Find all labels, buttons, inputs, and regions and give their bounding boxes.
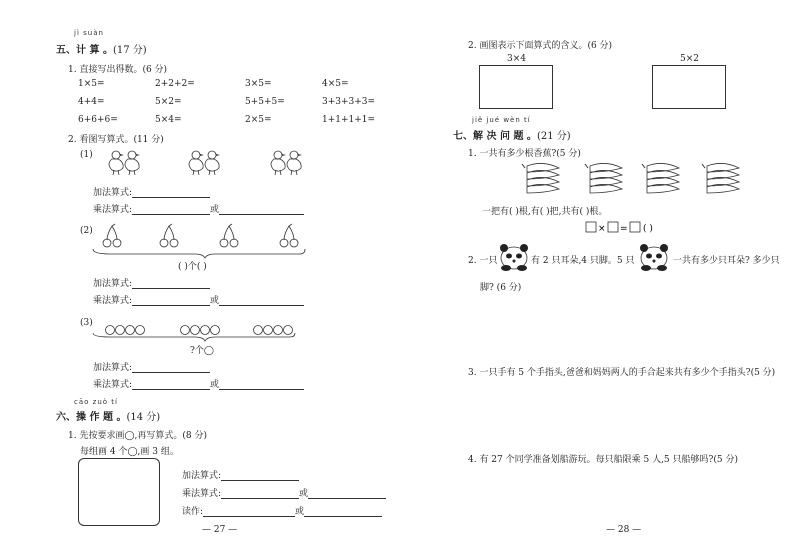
q1-title: 1. 直接写出得数。(6 分): [68, 65, 168, 75]
or-text: 或: [210, 380, 220, 390]
or-text: 或: [210, 205, 220, 215]
or-text: 或: [295, 507, 305, 517]
s6q1-title: 1. 先按要求画◯,再写算式。(8 分): [68, 431, 207, 441]
mul-label: 乘法算式:: [182, 489, 222, 499]
panda-icon: [500, 244, 528, 271]
mul-label: 乘法算式:: [93, 205, 133, 215]
r-q1-fill: 一把有( )根,有( )把,共有( )根。: [482, 207, 608, 217]
page-number-left: — 27 —: [202, 525, 238, 535]
mul-label: 乘法算式:: [93, 296, 133, 306]
r-q4-title: 4. 有 27 个同学准备划船游玩。每只船限乘 5 人,5 只船够吗?(5 分): [468, 455, 738, 465]
sub2-label: (2): [80, 226, 93, 236]
section6-title: 六、操 作 题 。(14 分): [56, 412, 161, 423]
section6-pinyin: cāo zuò tí: [74, 398, 118, 406]
or-text: 或: [299, 489, 309, 499]
calc-item[interactable]: 5×2=: [155, 97, 182, 107]
calc-item[interactable]: 2×5=: [245, 115, 272, 125]
sub1-label: (1): [80, 150, 93, 160]
s6q1-desc: 每组画 4 个◯,画 3 组。: [80, 447, 179, 457]
calc-item[interactable]: 4×5=: [322, 79, 349, 89]
calc-item[interactable]: 2+2+2=: [155, 79, 195, 89]
calc-item[interactable]: 3×5=: [245, 79, 272, 89]
r-q2-part-b: 有 2 只耳朵,4 只脚。5 只: [531, 256, 635, 266]
section5-pinyin: jì suàn: [74, 29, 104, 37]
expr-5x2: 5×2: [680, 54, 699, 64]
calc-item[interactable]: 1×5=: [78, 79, 105, 89]
svg-text:×: ×: [598, 224, 606, 234]
sub3-label: (3): [80, 318, 93, 328]
svg-text:=: =: [620, 224, 628, 234]
expr-3x4: 3×4: [507, 54, 526, 64]
page-number-right: — 28 —: [606, 525, 642, 535]
panda-icon: [640, 244, 668, 271]
read-label: 读作:: [182, 507, 204, 517]
r-q3-title: 3. 一只手有 5 个手指头,爸爸和妈妈两人的手合起来共有多少个手指头?(5 分): [468, 368, 776, 378]
add-label: 加法算式:: [182, 471, 222, 481]
calc-item[interactable]: 5×4=: [155, 115, 182, 125]
calc-item[interactable]: 6+6+6=: [78, 115, 118, 125]
ring-count-label: ?个◯: [190, 346, 214, 356]
brace-label: ( )个( ): [178, 262, 207, 272]
r-q2-part-c: 一共有多少只耳朵? 多少只: [673, 256, 780, 266]
add-label: 加法算式:: [93, 188, 133, 198]
r-q2-part-a: 2. 一只: [468, 256, 498, 266]
section5-title: 五、计 算 。(17 分): [56, 45, 147, 56]
add-label: 加法算式:: [93, 363, 133, 373]
calc-item[interactable]: 3+3+3+3=: [322, 97, 376, 107]
mul-label: 乘法算式:: [93, 380, 133, 390]
calc-item[interactable]: 4+4=: [78, 97, 105, 107]
calc-item[interactable]: 1+1+1+1=: [322, 115, 376, 125]
section7-pinyin: jiě jué wèn tí: [472, 116, 531, 124]
calc-item[interactable]: 5+5+5=: [245, 97, 285, 107]
r-q2-part-d: 脚? (6 分): [480, 283, 522, 293]
add-label: 加法算式:: [93, 279, 133, 289]
svg-text:( ): ( ): [643, 224, 653, 234]
or-text: 或: [210, 296, 220, 306]
r-q2-title: 2. 画图表示下面算式的含义。(6 分): [468, 41, 613, 51]
section7-title: 七、解 决 问 题 。(21 分): [453, 131, 571, 142]
r-q1-title: 1. 一共有多少根香蕉?(5 分): [468, 149, 581, 159]
q2-title: 2. 看图写算式。(11 分): [68, 135, 164, 145]
